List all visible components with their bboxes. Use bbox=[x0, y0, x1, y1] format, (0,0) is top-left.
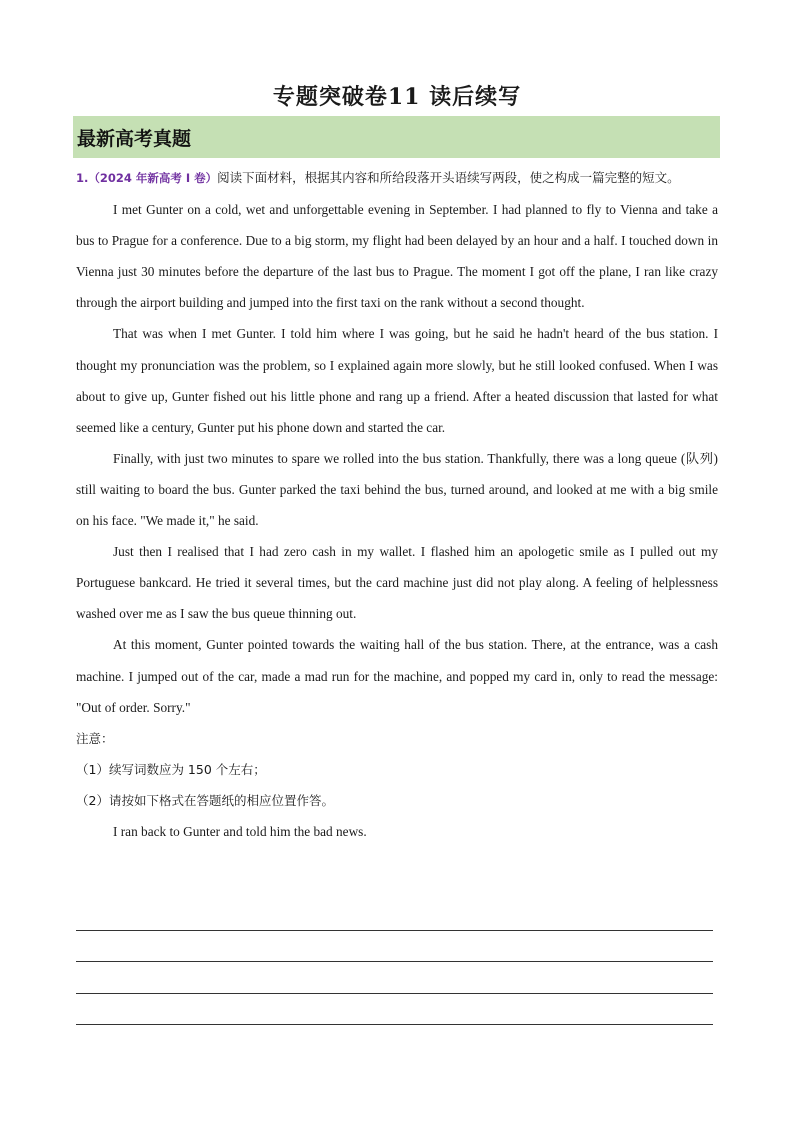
passage-paragraph-5: At this moment, Gunter pointed towards the waiting hall of the bus station. There, at the entrance, was a cash machine. I jumped out of the car, made a mad run for the machine, and popped my card in, only to read the message: "Out of order. Sorry." bbox=[76, 637, 718, 715]
section-heading: 最新高考真题 bbox=[77, 128, 192, 150]
passage-paragraph-3: Finally, with just two minutes to spare we rolled into the bus station. Thankfully, there was a long queue (队列) still waiting to board the bus. Gunter parked the taxi behind the bus, turned around, and looked at me with a big smile on his face. "We made it," he said. bbox=[76, 450, 718, 529]
answer-line bbox=[76, 930, 713, 931]
notes-label: 注意： bbox=[76, 730, 114, 746]
starter-sentence: I ran back to Gunter and told him the bad news. bbox=[113, 823, 367, 839]
question-instruction bbox=[76, 162, 718, 194]
page-title: 专题突破卷11 读后续写 bbox=[272, 84, 522, 110]
question-instruction-text: 阅读下面材料，根据其内容和所给段落开头语续写两段，使之构成一篇完整的短文。 bbox=[217, 170, 680, 185]
note-item-1: （1）续写词数应为 150 个左右； bbox=[76, 761, 266, 777]
question-content bbox=[76, 162, 718, 847]
passage-paragraph-4: Just then I realised that I had zero cash in my wallet. I flashed him an apologetic smile as I pulled out my Portuguese bankcard. He tried it several times, but the card machine just did not play along. A feeling of helplessness washed over me as I saw the bus queue thinning out. bbox=[76, 544, 718, 622]
passage-paragraph-1: I met Gunter on a cold, wet and unforgettable evening in September. I had planned to fly to Vienna and take a bus to Prague for a conference. Due to a big storm, my flight had been delayed by an hour and a half. I touched down in Vienna just 30 minutes before the departure of the last bus to Prague. The moment I got off the plane, I ran like crazy through the airport building and jumped into the first taxi on the rank without a second thought. bbox=[76, 202, 718, 311]
answer-line bbox=[76, 1024, 713, 1025]
answer-line bbox=[76, 961, 713, 962]
question-tag: 1.（2024 年新高考 I 卷） bbox=[76, 171, 218, 185]
section-heading-bar bbox=[73, 116, 720, 158]
note-item-2: （2）请按如下格式在答题纸的相应位置作答。 bbox=[76, 792, 334, 808]
passage-paragraph-2: That was when I met Gunter. I told him where I was going, but he said he hadn't heard of the bus station. I thought my pronunciation was the problem, so I explained again more slowly, but he still looked confused. When I was about to give up, Gunter fished out his little phone and rang up a friend. After a heated discussion that lasted for what seemed like a century, Gunter put his phone down and started the car. bbox=[76, 326, 718, 435]
answer-line bbox=[76, 993, 713, 994]
